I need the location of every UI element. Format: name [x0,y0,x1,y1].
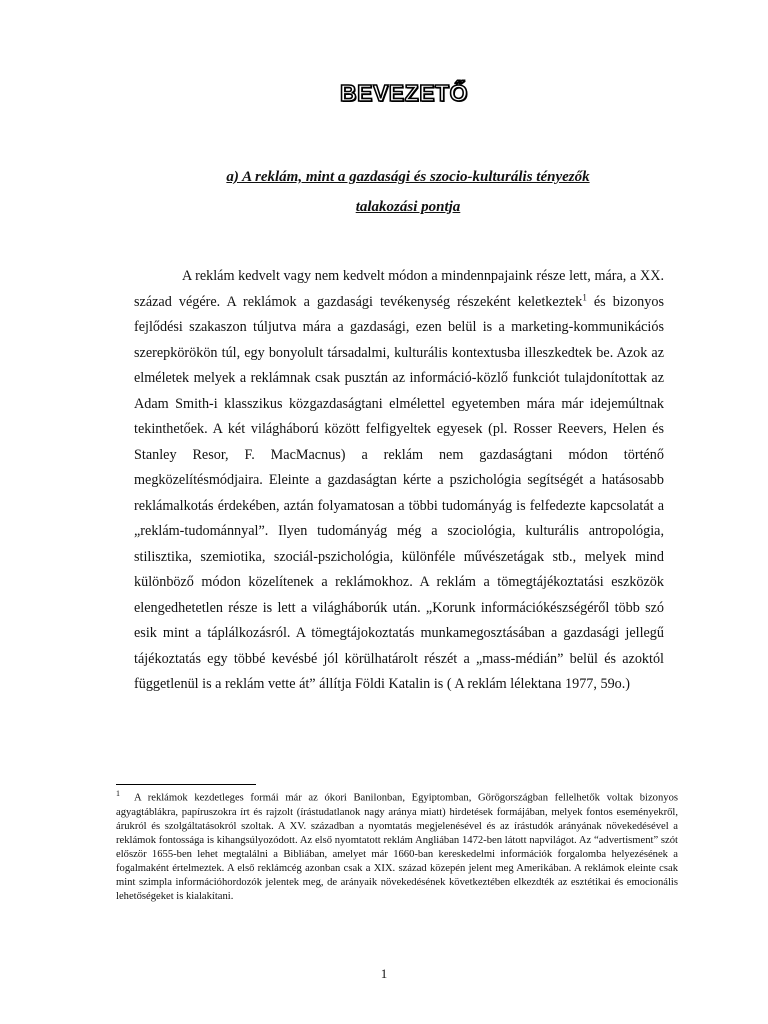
page-number: 1 [380,966,388,981]
page-title: BEVEZETŐ [340,80,468,106]
footnote-text: A reklámok kezdetleges formái már az ókori Banilonban, Egyiptomban, Görögországban fellelhetők voltak bizonyos agyagtáblákra, papíruszokra írt és rajzolt (írástudatlanok nagy aránya miatt) hirdetések formájában, melyek fontos eseményekről, árukról és szolgáltatásokról szoltak. A XV. században a nyomtatás megjelenésével és az írástudók arányának növekedésével a reklámok fontossága is kihangsúlyozódott. Az első nyomtatott reklám Angliában 1472-ben látott napvilágot. Az “advertisment” szót először 1655-ben lehet megtalálni a Bibliában, amelyet már 1660-ban kereskedelmi információk forgalomba helyezésének a fogalmaként értelmeztek. A első reklámcég azonban csak a XIX. század közepén jelent meg Amerikában. A reklámok eleinte csak mint szimpla információhordozók jelentek meg, de arányaik növekedésének következtében elkezdték az esztétikai és emocionális lehetőségeket is kialakítani. [116,792,678,903]
section-heading [128,162,688,222]
footnote-mark: 1 [116,789,120,798]
footnote-divider [116,784,256,785]
paragraph-text-part-2: és bizonyos fejlődési szakaszon túljutva mára a gazdasági, ezen belül is a marketing-kommunikációs szerepkörökön túl, egy bonyolult társadalmi, kulturális kontextusba illeszkedtek be. Azok az elméletek melyek a reklámnak csak pusztán az információ-közlő funkciót tulajdonítottak az Adam Smith-i klasszikus közgazdaságtani elmélettel egyetemben mára már idejemúltnak tekinthetőek. A két világháború között felfigyeltek egyesek (pl. Rosser Reevers, Helen és Stanley Resor, F. MacMacnus) a reklám nem gazdaságtani módon történő megközelítésmódjaira. Eleinte a gazdaságtan kérte a pszichológia segítségét a hatásosabb reklámalkotás érdekében, aztán folyamatosan a többi tudományág is felfedezte kapcsolatát a „reklám-tudománnyal”. Ilyen tudományág még a szociológia, kulturális antropológia, stilisztika, szemiotika, szociál-pszichológia, különféle művészetágak stb., melyek mind különböző módon közelítenek a reklámokhoz. A reklám a tömegtájékoztatási eszközök elengedhetetlen része is lett a világháborúk után. „Korunk információkészségéről több szó esik mint a táplálkozásról. A tömegtájokoztatás munkamegosztásában a gazdasági jellegű tájékoztatás egy többé kevésbé jól körülhatárolt részét a „mass-médián” belül és azoktól függetlenül is a reklám vette át” állítja Földi Katalin is ( A reklám lélektana 1977, 59o.) [134,293,664,692]
section-heading-line-2: talakozási pontja [355,199,461,215]
paragraph-text-part-1: A reklám kedvelt vagy nem kedvelt módon a mindennpajaink része lett, mára, a XX. század végére. A reklámok a gazdasági tevékenység részeként keletkeztek [134,268,664,310]
footnote-reference[interactable]: 1 [582,291,587,302]
body-paragraph [134,264,664,698]
section-heading-line-1: a) A reklám, mint a gazdasági és szocio-kulturális tényezők [226,169,590,185]
footnote [116,787,678,904]
